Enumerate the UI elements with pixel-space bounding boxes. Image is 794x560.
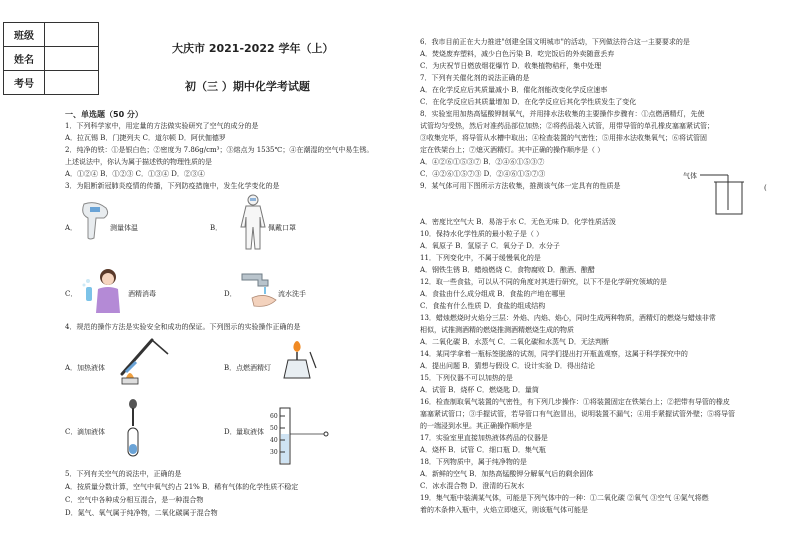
q13-stem-2: 相似，试推测酒精的燃烧推测酒精燃烧生成的物质 — [420, 326, 574, 334]
q3-option-b-text: 佩戴口罩 — [268, 224, 296, 232]
q3-option-d-text: 流水洗手 — [278, 290, 306, 298]
q7-stem: 7．下列有关催化剂的说法正确的是 — [420, 74, 530, 82]
gas-collecting-bottle-icon — [700, 170, 750, 216]
q10-stem: 10．保持水化学性质的最小粒子是（ ） — [420, 230, 544, 238]
q18-options-cd: C．冰水混合物 D．澄清的石灰水 — [420, 482, 525, 490]
q13-stem-1: 13．蜡烛燃烧时火焰分三层：外焰、内焰、焰心，同时生成两种物质，酒精灯的燃烧与蜡烛非常 — [420, 314, 716, 322]
q8-stem-4: 定在铁架台上；⑦熄灭酒精灯。其中正确的操作顺序是（ ） — [420, 146, 605, 154]
q7-options-ab: A．在化学反应后其质量减小 B．催化剂能改变化学反应速率 — [420, 86, 608, 94]
q11-options: A．钢铁生锈 B．蜡烛燃烧 C．食物腐败 D．酿酒、酿醋 — [420, 266, 595, 274]
thermometer-gun-icon — [78, 200, 112, 242]
q2-options: A．①②④ B．①②③ C．①③④ D．②③④ — [65, 170, 205, 178]
q4-option-a-text: 加热液体 — [77, 364, 105, 372]
student-info-table — [3, 22, 99, 95]
q4-option-c-text: 滴加液体 — [77, 428, 105, 436]
q4-stem: 4．规范的操作方法是实验安全和成功的保证。下列图示的实验操作正确的是 — [65, 323, 301, 331]
q1-options: A．拉瓦锡 B．门捷列夫 C．道尔顿 D．阿伏伽德罗 — [65, 134, 226, 142]
title-line-2: 初（三 ）期中化学考试题 — [185, 80, 310, 93]
q19-stem-1: 19．集气瓶中装满某气体，可能是下列气体中的一种：①二氧化碳 ②氧气 ③空气 ④氮气将燃 — [420, 494, 709, 502]
q8-stem-3: ③收集完毕，将导管从水槽中取出；④检查装置的气密性；⑤用排水法收集氧气；⑥将试管固 — [420, 134, 707, 142]
q16-stem-2: 塞塞紧试管口；③手握试管，若导管口有气泡冒出，说明装置不漏气；④用手紧握试管外壁；⑤将导管 — [420, 410, 735, 418]
faucet-washing-icon — [238, 270, 280, 310]
q3-option-d-letter: D． — [224, 290, 237, 298]
q1-stem: 1．下列科学家中，用定量的方法做实验研究了空气的成分的是 — [65, 122, 259, 130]
q8-options-cd: C．④②⑥①⑤⑦③ D．②④⑥①⑤⑦③ — [420, 170, 546, 178]
q2-stem: 2．纯净的铁：①是银白色；②密度为 7.86g/cm³；③熔点为 1535℃；④在潮湿的空气中易生锈。 — [65, 146, 374, 154]
q4-option-a-letter: A． — [65, 364, 78, 372]
q5-stem: 5．下列有关空气的说法中，正确的是 — [65, 470, 182, 478]
q3-stem: 3．为阻断新冠肺炎疫情的传播，下列防疫措施中，发生化学变化的是 — [65, 182, 280, 190]
q6-options-cd: C．为庆祝节日燃放烟花爆竹 D．收集植物秸秆，集中处理 — [420, 62, 602, 70]
q8-stem-2: 试管均匀受热，然后对准药品部位加热；②将药品装入试管，用带导管的单孔橡皮塞塞紧试管； — [420, 122, 714, 130]
protective-suit-icon — [240, 193, 266, 251]
exam-number-field[interactable] — [45, 71, 99, 95]
q5-option-c: C．空气中各种成分相互混合，是一种混合物 — [65, 496, 204, 504]
q4-option-b-text: 点燃酒精灯 — [236, 364, 271, 372]
cylinder-tick-labels — [270, 411, 278, 459]
graduated-cylinder-icon — [270, 406, 330, 466]
q16-stem-1: 16．检查制取氧气装置的气密性，有下列几步操作：①将装置固定在铁架台上；②把带有导管的橡皮 — [420, 398, 730, 406]
class-field[interactable] — [45, 23, 99, 47]
q16-stem-3: 的一端浸到水里。其正确操作顺序是 — [420, 422, 532, 430]
q3-option-b-letter: B． — [210, 224, 223, 232]
q9-options: A．密度比空气大 B．易溶于水 C．无色无味 D．化学性质活泼 — [420, 218, 616, 226]
q4-option-d-letter: D． — [224, 428, 237, 436]
q3-option-c-text: 酒精消毒 — [128, 290, 156, 298]
q8-stem-1: 8．实验室用加热高锰酸钾制氧气，并用排水法收集的主要操作步骤有：①点燃酒精灯，先使 — [420, 110, 705, 118]
q15-stem: 15．下列仪器不可以加热的是 — [420, 374, 513, 382]
q13-options: A．二氧化碳 B．水蒸气 C．二氧化碳和水蒸气 D．无法判断 — [420, 338, 609, 346]
q4-option-d-text: 量取液体 — [236, 428, 264, 436]
cylinder-tick-30: 30 — [270, 449, 278, 456]
q5-options-ab: A．按质量分数计算，空气中氧气约占 21% B．稀有气体的化学性质不稳定 — [65, 483, 299, 491]
q19-stem-2: 着的木条伸入瓶中，火焰立即熄灭，则该瓶气体可能是 — [420, 506, 588, 514]
q17-stem: 17．实验室里直接加热液体药品的仪器是 — [420, 434, 548, 442]
q2-stem-2: 上述说法中，你认为属于描述铁的物理性质的是 — [65, 158, 212, 166]
q5-option-d: D．氮气、氧气属于纯净物，二氧化碳属于混合物 — [65, 509, 218, 517]
q9-gas-label: 气体 — [683, 172, 697, 180]
q12-options-cd: C．食盐有什么性质 D．食盐的组成结构 — [420, 302, 546, 310]
cylinder-tick-50: 50 — [270, 425, 278, 432]
q18-stem: 18．下列物质中，属于纯净物的是 — [420, 458, 527, 466]
q18-options-ab: A．新鲜的空气 B．加热高锰酸钾分解氧气后的剩余固体 — [420, 470, 594, 478]
q3-option-a-text: 测量体温 — [110, 224, 138, 232]
q10-options: A．氧原子 B．氢原子 C．氧分子 D．水分子 — [420, 242, 560, 250]
q7-options-cd: C．在化学反应后其质量增加 D．在化学反应后其化学性质发生了变化 — [420, 98, 637, 106]
cylinder-tick-60: 60 — [270, 413, 278, 420]
disinfecting-girl-icon — [80, 265, 126, 315]
exam-number-label: 考号 — [4, 71, 45, 95]
name-field[interactable] — [45, 47, 99, 71]
q12-options-ab: A．食盐由什么成分组成 B．食盐的产地在哪里 — [420, 290, 566, 298]
q6-stem: 6．我市目前正在大力推进"创建全国文明城市"的活动，下列做法符合这一主要要求的是 — [420, 38, 690, 46]
section-heading: 一、单选题（50 分） — [65, 110, 143, 119]
cylinder-tick-40: 40 — [270, 437, 278, 444]
class-label: 班级 — [4, 23, 45, 47]
name-label: 姓名 — [4, 47, 45, 71]
q11-stem: 11．下列变化中，不属于缓慢氧化的是 — [420, 254, 541, 262]
title-line-1: 大庆市 2021-2022 学年（上） — [172, 42, 334, 55]
q9-stem: 9．某气体可用下图所示方法收集，推测该气体一定具有的性质是 — [420, 182, 621, 190]
q8-options-ab: A．④②⑥①⑤③⑦ B．②④⑥①⑤③⑦ — [420, 158, 545, 166]
dropper-test-tube-icon — [118, 398, 148, 458]
alcohol-lamp-icon — [280, 338, 320, 382]
heating-test-tube-icon — [112, 334, 174, 386]
q4-option-c-letter: C． — [65, 428, 78, 436]
q3-option-c-letter: C． — [65, 290, 78, 298]
q12-stem: 12．取一些食盐，可以从不同的角度对其进行研究，以下不是化学研究领域的是 — [420, 278, 667, 286]
q3-option-a-letter: A． — [65, 224, 78, 232]
q6-options-ab: A．焚烧废弃塑料，减少白色污染 B．吃完饭后的外卖随意丢弃 — [420, 50, 615, 58]
q14-stem: 14．某同学拿着一瓶标签脱落的试剂，同学们提出打开瓶盖观察，这属于科学探究中的 — [420, 350, 688, 358]
q14-options: A．提出问题 B．猜想与假设 C．设计实验 D．得出结论 — [420, 362, 595, 370]
q17-options: A．烧杯 B．试管 C．细口瓶 D．集气瓶 — [420, 446, 546, 454]
q15-options: A．试管 B．烧杯 C．燃烧匙 D．量筒 — [420, 386, 539, 394]
q4-option-b-letter: B． — [224, 364, 237, 372]
q9-answer-paren: ( — [764, 184, 767, 192]
